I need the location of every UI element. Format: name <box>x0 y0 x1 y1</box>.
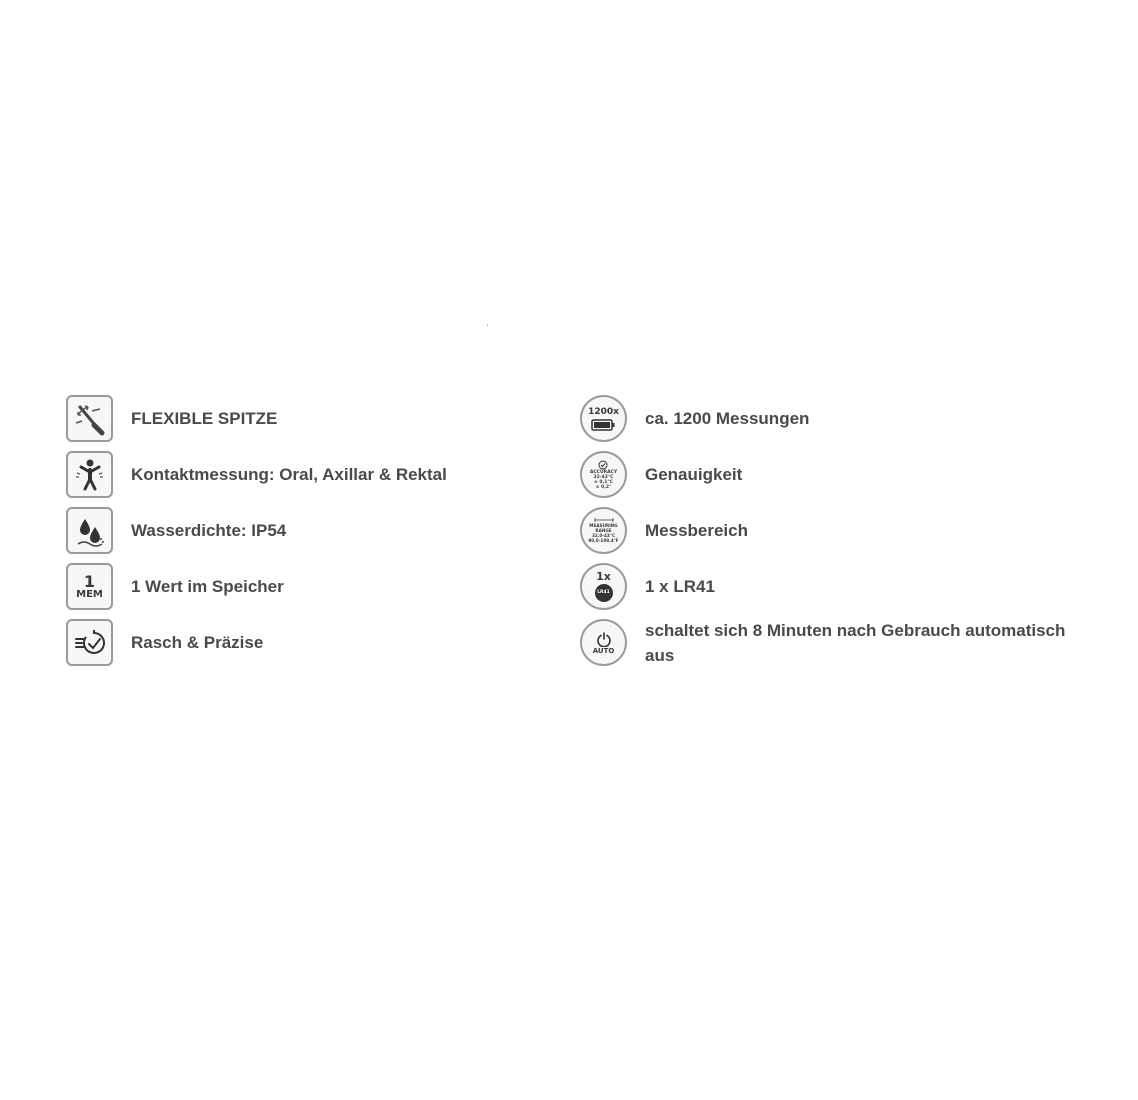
feature-label: FLEXIBLE SPITZE <box>131 409 278 428</box>
feature-label: Messbereich <box>645 521 748 540</box>
measuring-range-icon-line: RANGE <box>595 528 612 533</box>
accuracy-icon <box>580 451 627 498</box>
feature-item-fast-precise <box>66 619 566 666</box>
feature-item-measuring-range <box>580 507 1076 554</box>
memory-icon <box>66 563 113 610</box>
feature-label: ca. 1200 Messungen <box>645 409 810 428</box>
auto-power-icon-text: AUTO <box>592 646 615 655</box>
feature-item-measurements <box>580 395 1076 442</box>
battery-count-icon-text: 1200x <box>588 406 619 417</box>
feature-item-flexible-tip <box>66 395 566 442</box>
memory-icon-number: 1 <box>83 571 96 591</box>
feature-label: Rasch & Präzise <box>131 633 264 652</box>
feature-item-memory <box>66 563 566 610</box>
feature-item-accuracy <box>580 451 1076 498</box>
water-drops-icon <box>66 507 113 554</box>
feature-label: Kontaktmessung: Oral, Axillar & Rektal <box>131 465 447 484</box>
measuring-range-icon-line: 32,0-43°C <box>591 533 616 538</box>
feature-label: 1 x LR41 <box>645 577 715 596</box>
auto-power-icon <box>580 619 627 666</box>
fast-clock-icon <box>66 619 113 666</box>
accuracy-icon-line: ± 0,2° <box>595 484 612 490</box>
feature-item-contact-measurement <box>66 451 566 498</box>
feature-item-waterproof <box>66 507 566 554</box>
battery-lr41-icon <box>580 563 627 610</box>
battery-lr41-icon-count: 1x <box>596 570 611 583</box>
measuring-range-icon-line: 90,0-109,4°F <box>588 538 619 543</box>
feature-label: Genauigkeit <box>645 465 743 484</box>
accuracy-icon-line: ± 0,1°C <box>594 479 613 485</box>
flexible-tip-icon <box>66 395 113 442</box>
stray-mark: ˌ <box>486 316 490 327</box>
accuracy-icon-line: ACCURACY <box>589 469 618 475</box>
memory-icon-text: MEM <box>76 588 103 600</box>
body-contact-icon <box>66 451 113 498</box>
measuring-range-icon <box>580 507 627 554</box>
feature-item-auto-off <box>580 619 1076 666</box>
feature-column-left <box>66 395 566 675</box>
accuracy-icon-line: 32-42°C <box>593 474 614 480</box>
feature-label: schaltet sich 8 Minuten nach Gebrauch automatisch aus <box>645 620 1066 665</box>
feature-column-right <box>580 395 1076 675</box>
measuring-range-icon-line: MEASURING <box>589 523 618 528</box>
battery-cell-icon: LR41 <box>595 584 613 602</box>
feature-label: 1 Wert im Speicher <box>131 577 284 596</box>
feature-list <box>66 395 1076 675</box>
feature-item-battery <box>580 563 1076 610</box>
battery-count-icon <box>580 395 627 442</box>
feature-label: Wasserdichte: IP54 <box>131 521 287 540</box>
